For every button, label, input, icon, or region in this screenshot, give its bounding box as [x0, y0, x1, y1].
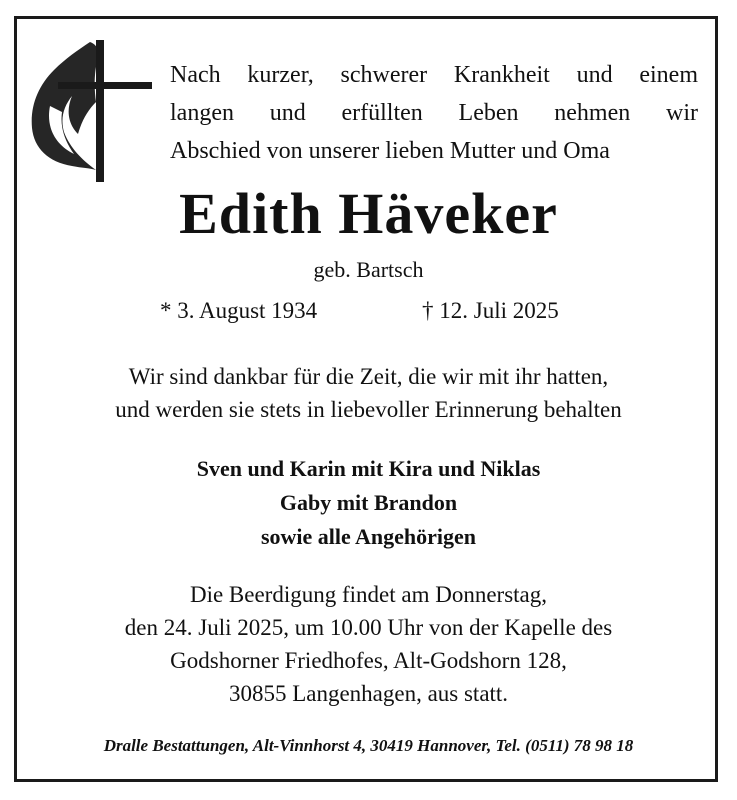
mourner-line: Gaby mit Brandon	[279, 490, 458, 515]
flame-shape	[32, 42, 99, 170]
intro-line: Nach kurzer, schwerer Krankheit und einem	[170, 62, 698, 88]
mourner-line: sowie alle Angehörigen	[260, 524, 477, 549]
mourners-list	[0, 452, 737, 554]
intro-text	[170, 56, 698, 170]
cross-horizontal	[58, 82, 152, 89]
funeral-details	[0, 578, 737, 710]
funeral-line: Die Beerdigung findet am Donnerstag,	[189, 582, 548, 607]
funeral-line: 30855 Langenhagen, aus statt.	[228, 681, 509, 706]
undertaker-contact: Dralle Bestattungen, Alt-Vinnhorst 4, 30419 Hannover, Tel. (0511) 78 98 18	[103, 736, 634, 755]
cross-and-flame-icon	[20, 36, 160, 186]
thanks-line: und werden sie stets in liebevoller Erinnerung behalten	[115, 397, 622, 422]
mourner-line: Sven und Karin mit Kira und Niklas	[196, 456, 541, 481]
intro-line: Abschied von unserer lieben Mutter und Oma	[170, 138, 610, 164]
funeral-line: Godshorner Friedhofes, Alt-Godshorn 128,	[170, 648, 567, 673]
cross-vertical	[96, 40, 104, 182]
funeral-line: den 24. Juli 2025, um 10.00 Uhr von der Kapelle des	[124, 615, 613, 640]
death-date: † 12. Juli 2025	[422, 298, 559, 323]
thanks-line: Wir sind dankbar für die Zeit, die wir mit ihr hatten,	[128, 364, 609, 389]
intro-line: langen und erfüllten Leben nehmen wir	[170, 100, 698, 126]
thanks-text	[0, 360, 737, 426]
birth-date: * 3. August 1934	[160, 298, 318, 323]
deceased-name: Edith Häveker	[179, 181, 558, 246]
maiden-name: geb. Bartsch	[313, 257, 424, 282]
